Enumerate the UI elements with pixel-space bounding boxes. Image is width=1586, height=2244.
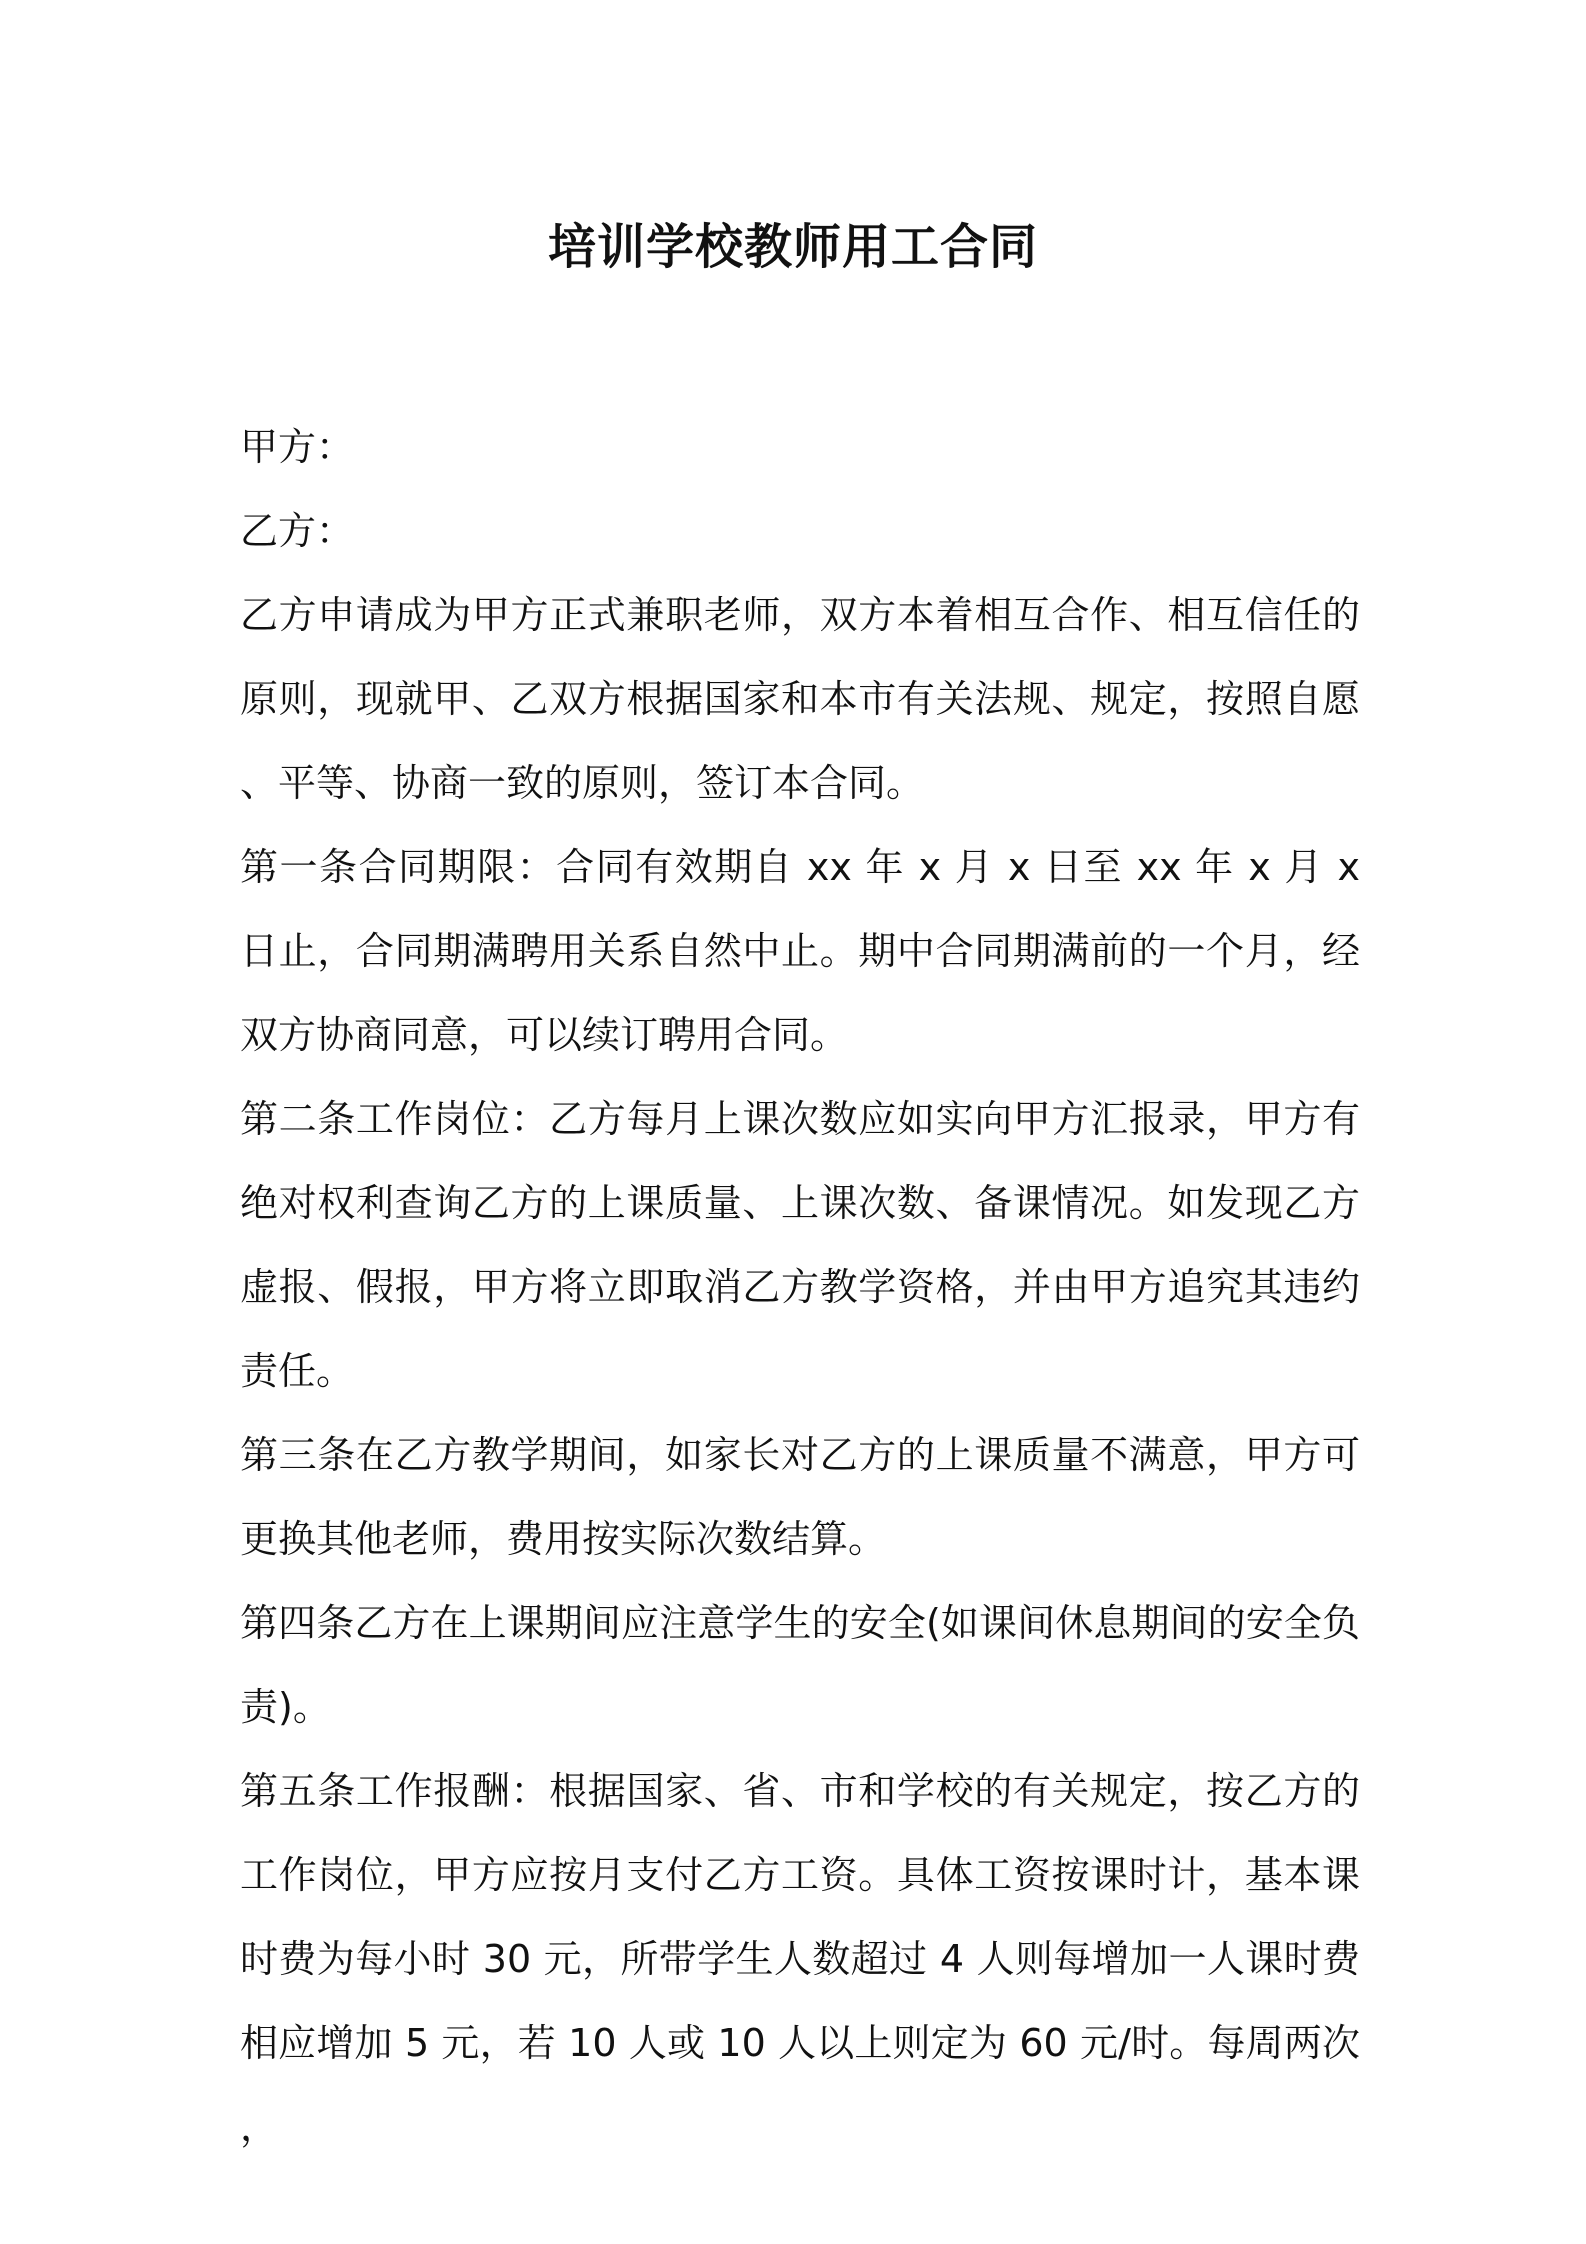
article-4-safety: 第四条乙方在上课期间应注意学生的安全(如课间休息期间的安全负责)。 <box>240 1601 1360 1729</box>
article-3-teacher-change: 第三条在乙方教学期间，如家长对乙方的上课质量不满意，甲方可更换其他老师，费用按实际次数结算。 <box>240 1433 1360 1561</box>
preamble-paragraph: 乙方申请成为甲方正式兼职老师，双方本着相互合作、相互信任的原则，现就甲、乙双方根据国家和本市有关法规、规定，按照自愿、平等、协商一致的原则，签订本合同。 <box>240 593 1360 805</box>
document-body <box>240 405 1360 2169</box>
article-5-remuneration: 第五条工作报酬：根据国家、省、市和学校的有关规定，按乙方的工作岗位，甲方应按月支付乙方工资。具体工资按课时计，基本课时费为每小时 30 元，所带学生人数超过 4 人则每增加一人课时费相应增加 5 元，若 10 人或 10 人以上则定为 60 元/时。每周两次， <box>240 1769 1360 2149</box>
party-a-line: 甲方： <box>240 425 355 469</box>
article-2-position: 第二条工作岗位：乙方每月上课次数应如实向甲方汇报录，甲方有绝对权利查询乙方的上课质量、上课次数、备课情况。如发现乙方虚报、假报，甲方将立即取消乙方教学资格，并由甲方追究其违约责任。 <box>240 1097 1360 1393</box>
party-b-line: 乙方： <box>240 509 355 553</box>
document-title: 培训学校教师用工合同 <box>547 219 1038 275</box>
article-1-term: 第一条合同期限：合同有效期自 xx 年 x 月 x 日至 xx 年 x 月 x 日止，合同期满聘用关系自然中止。期中合同期满前的一个月，经双方协商同意，可以续订聘用合同。 <box>240 845 1360 1057</box>
